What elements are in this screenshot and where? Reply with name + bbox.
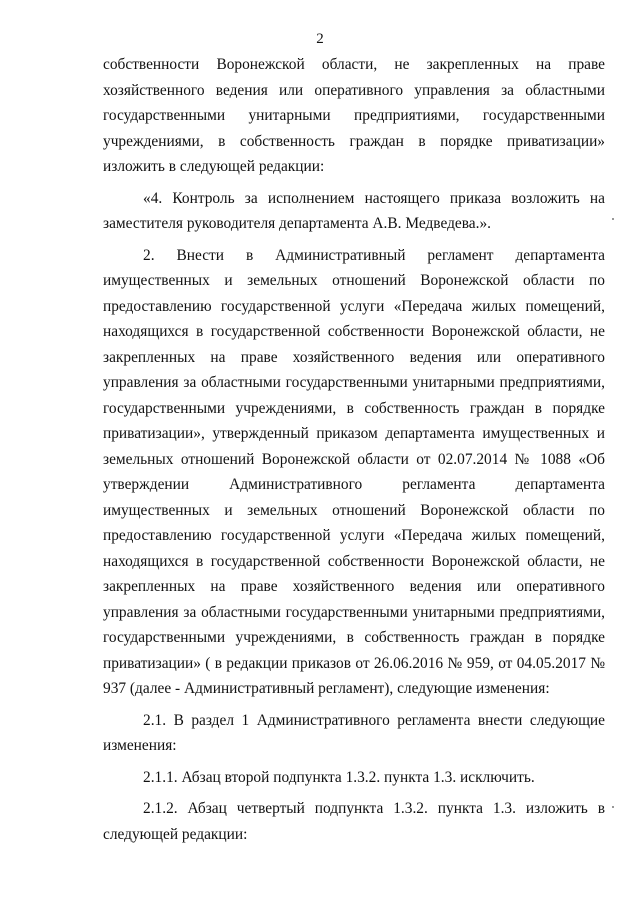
paragraph-control-clause: «4. Контроль за исполнением настоящего приказа возложить на заместителя руководителя департамента А.В. Медведева.».	[103, 189, 605, 232]
paragraph-continuation: собственности Воронежской области, не закрепленных на праве хозяйственного ведения или оперативного управления за областными государственными унитарными предприятиями, государственными учреждениями, в собственность граждан в порядке приватизации» изложить в следующей редакции:	[103, 56, 605, 175]
paragraph-item-2-1: 2.1. В раздел 1 Административного регламента внести следующие изменения:	[103, 711, 605, 754]
document-body	[103, 52, 605, 847]
scan-speck	[612, 806, 614, 808]
paragraph-item-2: 2. Внести в Административный регламент департамента имущественных и земельных отношений Воронежской области по предоставлению государственной услуги «Передача жилых помещений, находящихся в государственной собственности Воронежской области, не закрепленных на праве хозяйственного ведения или оперативного управления за областными государственными унитарными предприятиями, государственными учреждениями, в собственность граждан в порядке приватизации», утвержденный приказом департамента имущественных и земельных отношений Воронежской области от 02.07.2014 № 1088 «Об утверждении Административного регламента департамента имущественных и земельных отношений Воронежской области по предоставлению государственной услуги «Передача жилых помещений, находящихся в государственной собственности Воронежской области, не закрепленных на праве хозяйственного ведения или оперативного управления за областными государственными унитарными предприятиями, государственными учреждениями, в собственность граждан в порядке приватизации» ( в редакции приказов от 26.06.2016 № 959, от 04.05.2017 № 937 (далее - Административный регламент), следующие изменения:	[103, 246, 605, 697]
page-number: 2	[316, 31, 324, 47]
paragraph-item-2-1-1: 2.1.1. Абзац второй подпункта 1.3.2. пункта 1.3. исключить.	[143, 768, 535, 786]
scan-speck	[612, 218, 614, 220]
paragraph-item-2-1-2: 2.1.2. Абзац четвертый подпункта 1.3.2. пункта 1.3. изложить в следующей редакции:	[103, 800, 605, 843]
